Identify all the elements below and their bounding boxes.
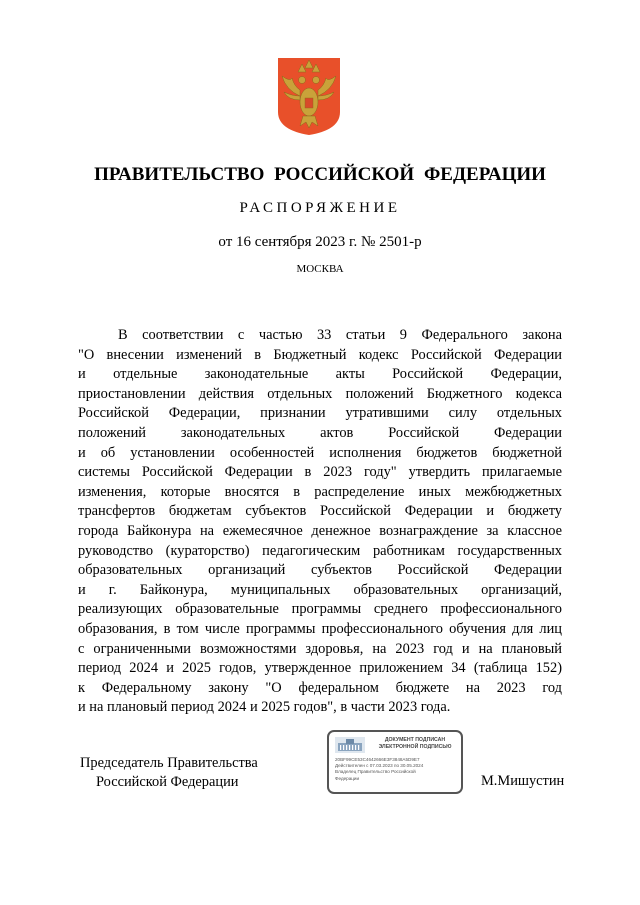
stamp-details [335,757,423,782]
order-text-line: и об установлении особенностей исполнения бюджетов бюджетной [78,444,562,461]
order-text-line: руководство (кураторство) педагогическим работникам государственных [78,542,562,559]
document-date-number: от 16 сентября 2023 г. № 2501-р [218,234,422,250]
signatory-position-line: Председатель Правительства [80,755,258,771]
certificate-owner: Владелец Правительство Российской [335,769,416,775]
order-text-line: Российской Федерации, признании утратившими силу отдельных [78,405,562,422]
order-text-line: и г. Байконура, муниципальных образовательных организаций, [78,581,562,598]
order-text-line: системы Российской Федерации в 2023 году" утвердить прилагаемые [78,464,562,481]
order-text-line: положений законодательных актов Российской Федерации [78,424,562,441]
order-text [78,326,562,718]
coat-of-arms-emblem [276,56,342,136]
order-text-line: и отдельные законодательные акты Российской Федерации, [78,366,562,383]
order-text-line: к Федеральному закону "О федеральном бюджете на 2023 год [78,679,562,696]
order-text-line: образовательных организаций субъектов Российской Федерации [78,562,562,579]
document-type: РАСПОРЯЖЕНИЕ [239,200,401,216]
signatory-position-line: Российской Федерации [96,774,239,790]
certificate-validity: Действителен с 07.03.2023 по 30.05.2024 [335,763,424,769]
order-text-line: "О внесении изменений в Бюджетный кодекс Российской Федерации [78,346,562,363]
order-text-line: образования, в том числе программы профессионального обучения для лиц [78,620,562,637]
order-text-line: В соответствии с частью 33 статьи 9 Федерального закона [118,327,562,343]
order-text-line: трансфертов бюджетам субъектов Российской Федерации и бюджету [78,503,562,520]
signatory-position [80,754,258,792]
order-text-line: реализующих образовательные программы среднего профессионального [78,601,562,618]
stamp-title-line: ЭЛЕКТРОННОЙ ПОДПИСЬЮ [378,743,452,750]
electronic-signature-stamp [327,730,463,794]
order-text-line: с ограниченными возможностями здоровья, на 2023 год и на плановый [78,640,562,657]
stamp-title-line: ДОКУМЕНТ ПОДПИСАН [384,737,446,743]
government-building-icon [335,737,365,753]
order-text-line: период 2024 и 2025 годов, утвержденное приложением 34 (таблица 152) [78,660,562,677]
certificate-serial: 20BF99CE53C4642666E3F3848A5D9E7 [335,757,420,762]
stamp-title [371,737,459,750]
government-title: ПРАВИТЕЛЬСТВО РОССИЙСКОЙ ФЕДЕРАЦИИ [94,164,546,185]
signatory-name: М.Мишустин [481,773,565,789]
document-city: МОСКВА [296,263,344,275]
order-text-line: приостановлении действия отдельных положений Бюджетного кодекса [78,385,562,402]
order-text-line: и на плановый период 2024 и 2025 годов", в части 2023 года. [78,699,451,716]
order-text-line: изменения, которые вносятся в распределение иных межбюджетных [78,483,562,500]
order-text-line: города Байконура на ежемесячное денежное вознаграждение за классное [78,522,562,539]
certificate-owner: Федерации [335,775,360,781]
